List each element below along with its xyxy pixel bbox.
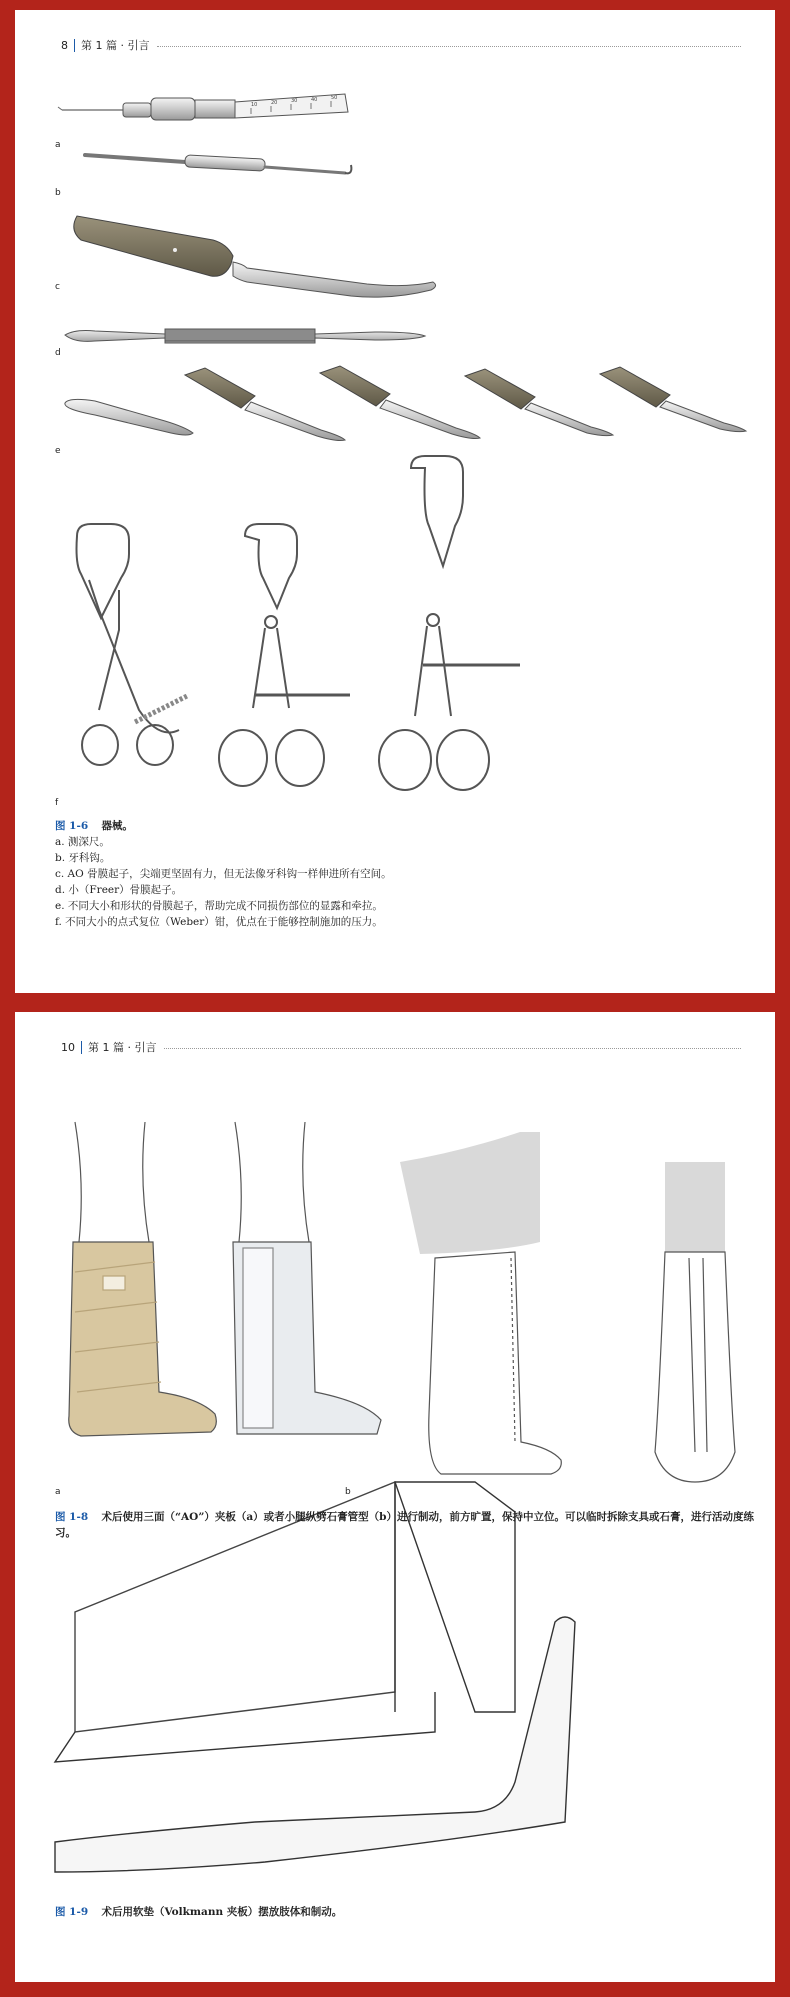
ao-elevator-illustration	[74, 216, 436, 297]
panel-label-b: b	[55, 188, 61, 198]
book-page-10	[15, 1012, 775, 1982]
panel-label-f: f	[55, 798, 59, 808]
panel-label-b: b	[345, 1487, 351, 1497]
ao-splint-illustration	[69, 1122, 381, 1436]
panel-label-a: a	[55, 140, 61, 150]
figure-caption-text: 术后使用三面（“AO”）夹板（a）或者小腿纵劈石膏管型（b）进行制动，前方旷置，保持中立位。可以临时拆除支具或石膏，进行活动度练习。	[55, 1511, 754, 1539]
caption-item: b. 牙科钩。	[55, 852, 111, 864]
ruler-tick-label: 30	[291, 98, 298, 104]
various-elevators-illustration	[65, 366, 746, 441]
section-title: 第 1 篇 · 引言	[88, 1041, 157, 1054]
panel-label-d: d	[55, 348, 61, 358]
freer-elevator-illustration	[65, 329, 425, 343]
caption-item: f. 不同大小的点式复位（Weber）钳，优点在于能够控制施加的压力。	[55, 916, 383, 928]
figure-caption-text: 术后用软垫（Volkmann 夹板）摆放肢体和制动。	[101, 1906, 343, 1918]
ruler-tick-label: 40	[311, 97, 318, 103]
depth-gauge-illustration	[58, 94, 348, 120]
weber-clamps-illustration	[77, 456, 521, 790]
caption-item: d. 小（Freer）骨膜起子。	[55, 884, 183, 896]
ruler-tick-label: 10	[251, 102, 258, 108]
section-title: 第 1 篇 · 引言	[81, 39, 150, 52]
figure-number: 图 1-8	[55, 1511, 89, 1523]
dental-hook-illustration	[85, 155, 351, 173]
figure-number: 图 1-6	[55, 820, 89, 832]
figure-title: 器械。	[101, 820, 133, 832]
page-number: 10	[61, 1040, 75, 1054]
page-number: 8	[61, 38, 68, 52]
splints-figure	[15, 1012, 775, 1982]
figure-number: 图 1-9	[55, 1906, 89, 1918]
caption-item: c. AO 骨膜起子，尖端更坚固有力，但无法像牙科钩一样伸进所有空间。	[55, 868, 392, 880]
split-cast-illustration	[400, 1132, 735, 1482]
figure-caption-1-8	[55, 1509, 755, 1541]
ruler-tick-label: 20	[271, 100, 278, 106]
ruler-tick-label: 50	[331, 95, 338, 101]
panel-label-e: e	[55, 446, 61, 456]
caption-item: a. 测深尺。	[55, 836, 110, 848]
caption-item: e. 不同大小和形状的骨膜起子，帮助完成不同损伤部位的显露和牵拉。	[55, 900, 383, 912]
panel-label-a: a	[55, 1487, 61, 1497]
figure-caption-1-9	[55, 1904, 755, 1920]
panel-label-c: c	[55, 282, 60, 292]
book-page-8	[15, 10, 775, 993]
figure-caption-1-6	[55, 818, 755, 930]
